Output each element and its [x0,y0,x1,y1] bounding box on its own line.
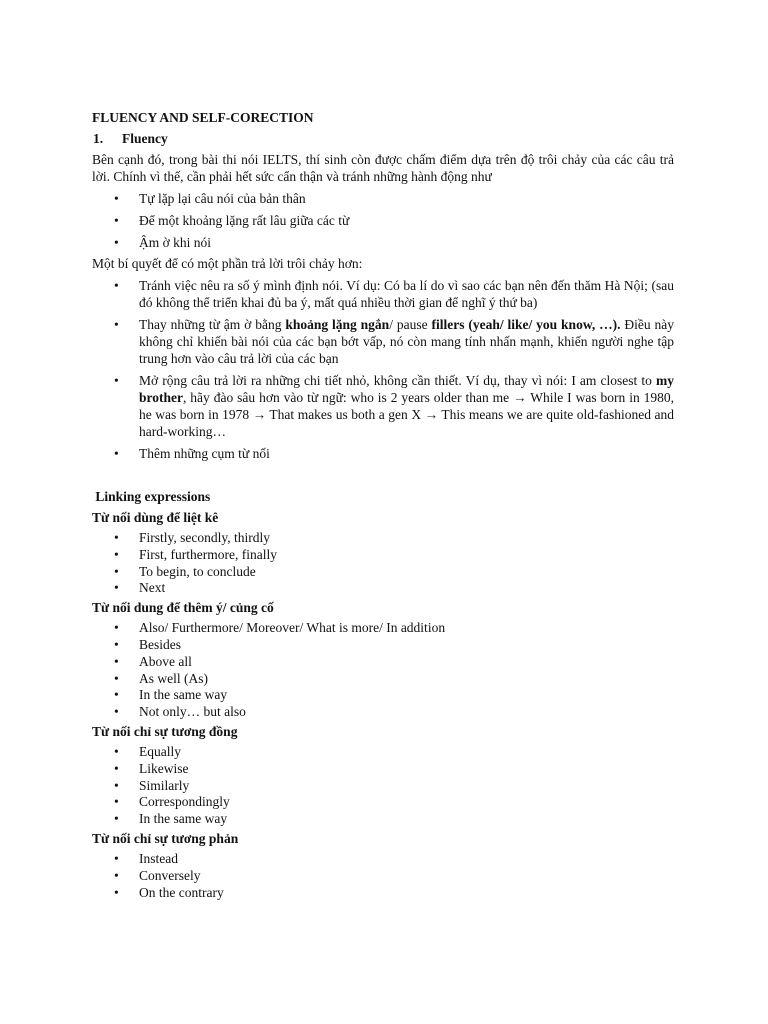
bullet-icon: • [114,794,119,810]
list-item [92,620,674,637]
list-item [92,687,674,704]
list-item-text: Besides [139,636,181,652]
list-item-text: Ậm ờ khi nói [139,235,212,250]
tip-item [92,316,674,367]
list-item [92,794,674,811]
bullet-icon: • [114,191,119,206]
list-item [92,851,674,868]
category-list [92,620,674,721]
bullet-icon: • [114,850,119,866]
category-heading: Từ nối dùng để liệt kê [92,510,219,525]
list-item-text: Similarly [139,777,190,793]
bullet-icon: • [114,636,119,652]
list-item-text: Equally [139,743,181,759]
category-heading: Từ nối chỉ sự tương phản [92,830,239,846]
list-item [92,885,674,902]
list-item [92,704,674,721]
tip-text: Tránh việc nêu ra số ý mình định nói. Ví dụ: Có ba lí do vì sao các bạn nên đến thăm Hà Nội; (sau đó không thể triển khai đủ ba ý, mất quá nhiều thời gian để nghĩ ý thứ ba) [139,278,674,310]
list-item-text: Conversely [139,867,201,883]
bullet-icon: • [114,620,119,636]
list-item [92,761,674,778]
bullet-icon: • [114,670,119,686]
section-heading-fluency [92,130,674,147]
tips-list [92,277,674,462]
list-item-text: Firstly, secondly, thirdly [139,530,270,545]
list-item [92,671,674,688]
bullet-icon: • [114,530,119,545]
list-item [92,530,674,547]
bullet-icon: • [114,213,119,228]
list-item [92,654,674,671]
linking-expressions-heading [92,488,674,506]
tip-text: Điều này không chỉ khiến bài nói của các bạn bớt vấp, nó còn mang tính nhấn mạnh, khiến người nghe tập trung hơn vào câu trả lời của các bạn [139,317,674,366]
list-item [92,868,674,885]
list-item-text: Next [139,580,166,596]
tip-bold-text: fillers (yeah/ like/ you know, …). [431,317,621,332]
bullet-icon: • [114,278,119,293]
list-item [92,564,674,581]
list-item [92,212,674,229]
bullet-icon: • [114,546,119,562]
tip-text: Mở rộng câu trả lời ra những chi tiết nhỏ, không cần thiết. Ví dụ, thay vì nói: I am closest to [139,373,656,388]
bullet-icon: • [114,580,119,596]
category-list [92,851,674,901]
linking-expressions-title: Linking expressions [95,489,211,504]
bullet-icon: • [114,704,119,720]
list-item-text: Correspondingly [139,794,230,810]
section-number: 1. [93,131,104,146]
list-item-text: Also/ Furthermore/ Moreover/ What is more/ In addition [139,620,446,636]
bullet-icon: • [114,235,119,250]
document-title: FLUENCY AND SELF-CORECTION [92,110,314,125]
list-item [92,778,674,795]
category-list [92,744,674,828]
list-item-text: Instead [139,850,178,866]
tip-text: , hãy đào sâu hơn vào từ ngữ: who is 2 years older than me → While I was born in 1980, he was born in 1978 → That makes us both a gen X → This means we are quite old-fashioned and hard-working… [139,390,674,439]
tip-text: Thêm những cụm từ nối [139,446,270,461]
list-item [92,637,674,654]
bullet-icon: • [114,687,119,703]
tip-bold-text: my brother [139,373,674,405]
bullet-icon: • [114,760,119,776]
category-heading: Từ nối chỉ sự tương đồng [92,723,238,739]
section-title: Fluency [122,131,168,146]
list-item-text: As well (As) [139,670,208,686]
bullet-icon: • [114,563,119,579]
tip-text: / pause [389,317,432,332]
list-item-text: On the contrary [139,884,224,900]
bullet-icon: • [114,743,119,759]
bullet-icon: • [114,884,119,900]
tip-item [92,277,674,311]
list-item-text: In the same way [139,811,228,827]
tip-text: Thay những từ ậm ờ bằng [139,317,286,332]
list-item-text: To begin, to conclude [139,563,256,579]
tip-bold-text: khoảng lặng ngắn [285,317,390,332]
tips-intro: Một bí quyết để có một phần trả lời trôi chảy hơn: [92,256,363,271]
avoid-list [92,190,674,251]
list-item [92,744,674,761]
tip-item [92,445,674,462]
intro-paragraph: Bên cạnh đó, trong bài thi nói IELTS, thí sinh còn được chấm điểm dựa trên độ trôi chảy của các câu trả lời. Chính vì thế, cần phải hết sức cẩn thận và tránh những hành động như [92,152,674,184]
list-item-text: In the same way [139,687,228,703]
bullet-icon: • [114,653,119,669]
list-item [92,547,674,564]
bullet-icon: • [114,317,119,332]
category-list [92,530,674,597]
list-item [92,580,674,597]
document-page [92,109,674,901]
bullet-icon: • [114,811,119,827]
bullet-icon: • [114,446,119,461]
list-item-text: Not only… but also [139,704,246,720]
list-item-text: Tự lặp lại câu nói của bản thân [139,191,306,206]
category-heading: Từ nối dung để thêm ý/ củng cố [92,600,274,616]
list-item-text: Likewise [139,760,189,776]
bullet-icon: • [114,867,119,883]
list-item [92,190,674,207]
spacer [92,466,674,484]
list-item-text: Để một khoảng lặng rất lâu giữa các từ [139,213,350,228]
bullet-icon: • [114,777,119,793]
list-item-text: Above all [139,653,192,669]
bullet-icon: • [114,373,119,388]
list-item [92,811,674,828]
list-item-text: First, furthermore, finally [139,546,277,562]
list-item [92,234,674,251]
tip-item [92,372,674,440]
